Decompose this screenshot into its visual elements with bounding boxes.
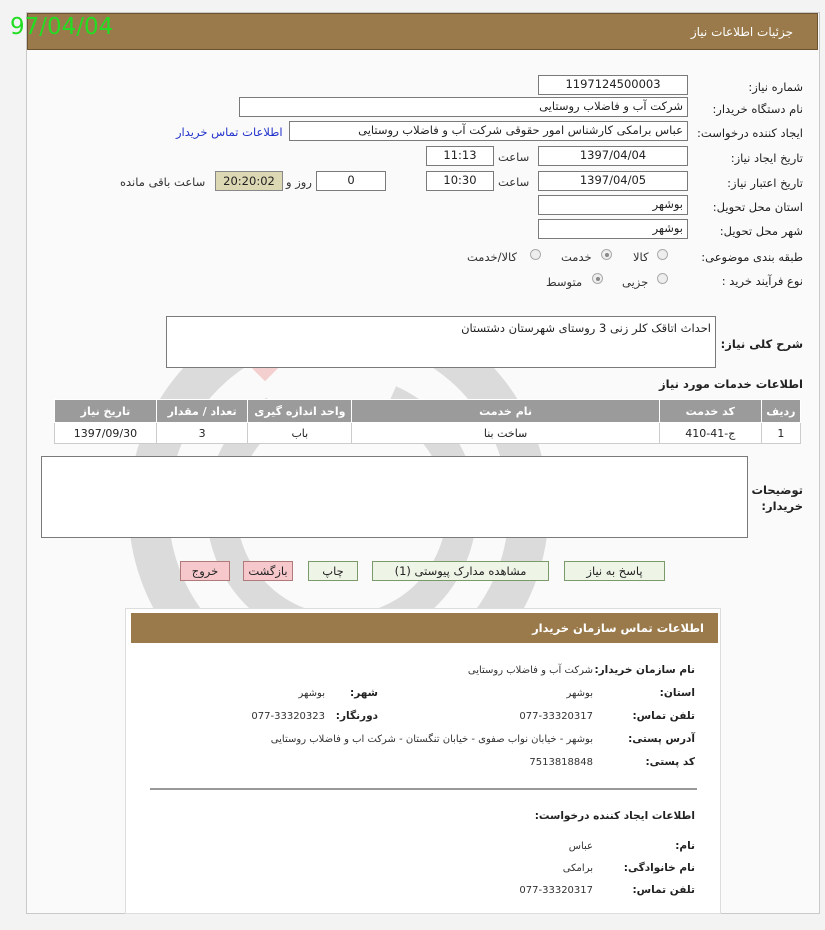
contact-postal-label: کد پستی: (645, 756, 695, 768)
col-code: کد خدمت (659, 400, 761, 423)
buyer-org-field[interactable]: شرکت آب و فاضلاب روستایی (239, 97, 688, 117)
buyer-contact-link[interactable]: اطلاعات تماس خریدار (176, 125, 283, 139)
purchase-radio-minor[interactable] (657, 273, 668, 284)
col-row: ردیف (761, 400, 800, 423)
purchase-option-medium: متوسط (546, 275, 583, 289)
back-button[interactable]: بازگشت (243, 561, 293, 581)
contact-address-label: آدرس پستی: (628, 733, 695, 745)
contact-fax-label: دورنگار: (335, 710, 378, 722)
summary-label: شرح کلی نیاز: (720, 337, 803, 351)
contact-title: اطلاعات تماس سازمان خریدار (532, 621, 704, 635)
services-table (54, 399, 801, 444)
exit-button[interactable]: خروج (180, 561, 230, 581)
summary-textarea[interactable]: احداث اتاقک کلر زنی 3 روستای شهرستان دشتستان (166, 316, 716, 368)
created-time-field[interactable]: 11:13 (426, 146, 494, 166)
creator-phone-label: تلفن تماس: (632, 884, 695, 896)
col-unit: واحد اندازه گیری (248, 400, 352, 423)
contact-province-value: بوشهر (566, 688, 593, 699)
print-button[interactable]: چاپ (308, 561, 358, 581)
cell-row: 1 (761, 423, 800, 444)
created-time-label: ساعت (498, 150, 530, 164)
reply-button[interactable]: پاسخ به نیاز (564, 561, 665, 581)
validity-time-label: ساعت (498, 175, 530, 189)
col-qty: تعداد / مقدار (156, 400, 248, 423)
contact-org-value: شرکت آب و فاضلاب روستایی (467, 665, 593, 676)
creator-family-label: نام خانوادگی: (623, 862, 695, 874)
buyer-notes-label: توضیحات خریدار: (751, 483, 803, 513)
validity-time-field[interactable]: 10:30 (426, 171, 494, 191)
creator-name-value: عباس (568, 841, 593, 852)
category-option-service: خدمت (561, 250, 592, 264)
need-number-label: شماره نیاز: (748, 80, 803, 94)
category-option-goods: کالا (633, 250, 649, 264)
created-date-field[interactable]: 1397/04/04 (538, 146, 688, 166)
category-option-goods-service: کالا/خدمت (467, 250, 518, 264)
creator-field[interactable]: عباس برامکی کارشناس امور حقوقی شرکت آب و فاضلاب روستایی (289, 121, 688, 141)
days-field[interactable]: 0 (316, 171, 386, 191)
creator-family-value: برامکی (562, 863, 593, 874)
contact-phone-value: 077-33320317 (519, 711, 593, 722)
divider (150, 788, 697, 790)
cell-unit: باب (248, 423, 352, 444)
page-title: جزئیات اطلاعات نیاز (690, 25, 793, 39)
cell-date: 1397/09/30 (55, 423, 157, 444)
contact-org-label: نام سازمان خریدار: (594, 664, 695, 676)
days-label: روز و (286, 175, 312, 189)
contact-fax-value: 077-33320323 (251, 711, 325, 722)
contact-phone-label: تلفن تماس: (632, 710, 695, 722)
creator-name-label: نام: (675, 840, 695, 852)
purchase-option-minor: جزیی (622, 275, 649, 289)
category-radio-service[interactable] (601, 249, 612, 260)
contact-address-value: بوشهر - خیابان نواب صفوی - خیابان تنگستان - شرکت اب و فاضلاب روستایی (270, 734, 593, 745)
contact-header (131, 613, 718, 643)
validity-date-field[interactable]: 1397/04/05 (538, 171, 688, 191)
services-title: اطلاعات خدمات مورد نیاز (659, 377, 803, 391)
creator-phone-value: 077-33320317 (519, 885, 593, 896)
contact-province-label: استان: (659, 687, 695, 699)
category-label: طبقه بندی موضوعی: (701, 250, 803, 264)
buyer-org-label: نام دستگاه خریدار: (712, 102, 803, 116)
cell-name: ساخت بنا (352, 423, 660, 444)
city-label: شهر محل تحویل: (719, 224, 803, 238)
need-number-field[interactable]: 1197124500003 (538, 75, 688, 95)
attachments-button[interactable]: مشاهده مدارک پیوستی (1) (372, 561, 549, 581)
city-field[interactable]: بوشهر (538, 219, 688, 239)
cell-qty: 3 (156, 423, 248, 444)
category-radio-goods[interactable] (657, 249, 668, 260)
validity-date-label: تاریخ اعتبار نیاز: (727, 176, 803, 190)
creator-label: ایجاد کننده درخواست: (697, 126, 803, 140)
table-row (55, 423, 801, 444)
header-bar (27, 13, 818, 50)
col-name: نام خدمت (352, 400, 660, 423)
creator-section-title: اطلاعات ایجاد کننده درخواست: (534, 810, 695, 822)
date-stamp: 97/04/04 (10, 14, 114, 40)
contact-postal-value: 7513818848 (529, 757, 593, 768)
contact-city-value: بوشهر (298, 688, 325, 699)
cell-code: ج-41-410 (659, 423, 761, 444)
province-field[interactable]: بوشهر (538, 195, 688, 215)
buyer-notes-textarea[interactable] (41, 456, 748, 538)
category-radio-goods-service[interactable] (530, 249, 541, 260)
contact-city-label: شهر: (350, 687, 378, 699)
purchase-radio-medium[interactable] (592, 273, 603, 284)
province-label: استان محل تحویل: (712, 200, 803, 214)
remaining-time-box: 20:20:02 (215, 171, 283, 191)
created-date-label: تاریخ ایجاد نیاز: (730, 151, 803, 165)
col-date: تاریخ نیاز (55, 400, 157, 423)
remaining-label: ساعت باقی مانده (120, 175, 206, 189)
purchase-type-label: نوع فرآیند خرید : (721, 274, 803, 288)
